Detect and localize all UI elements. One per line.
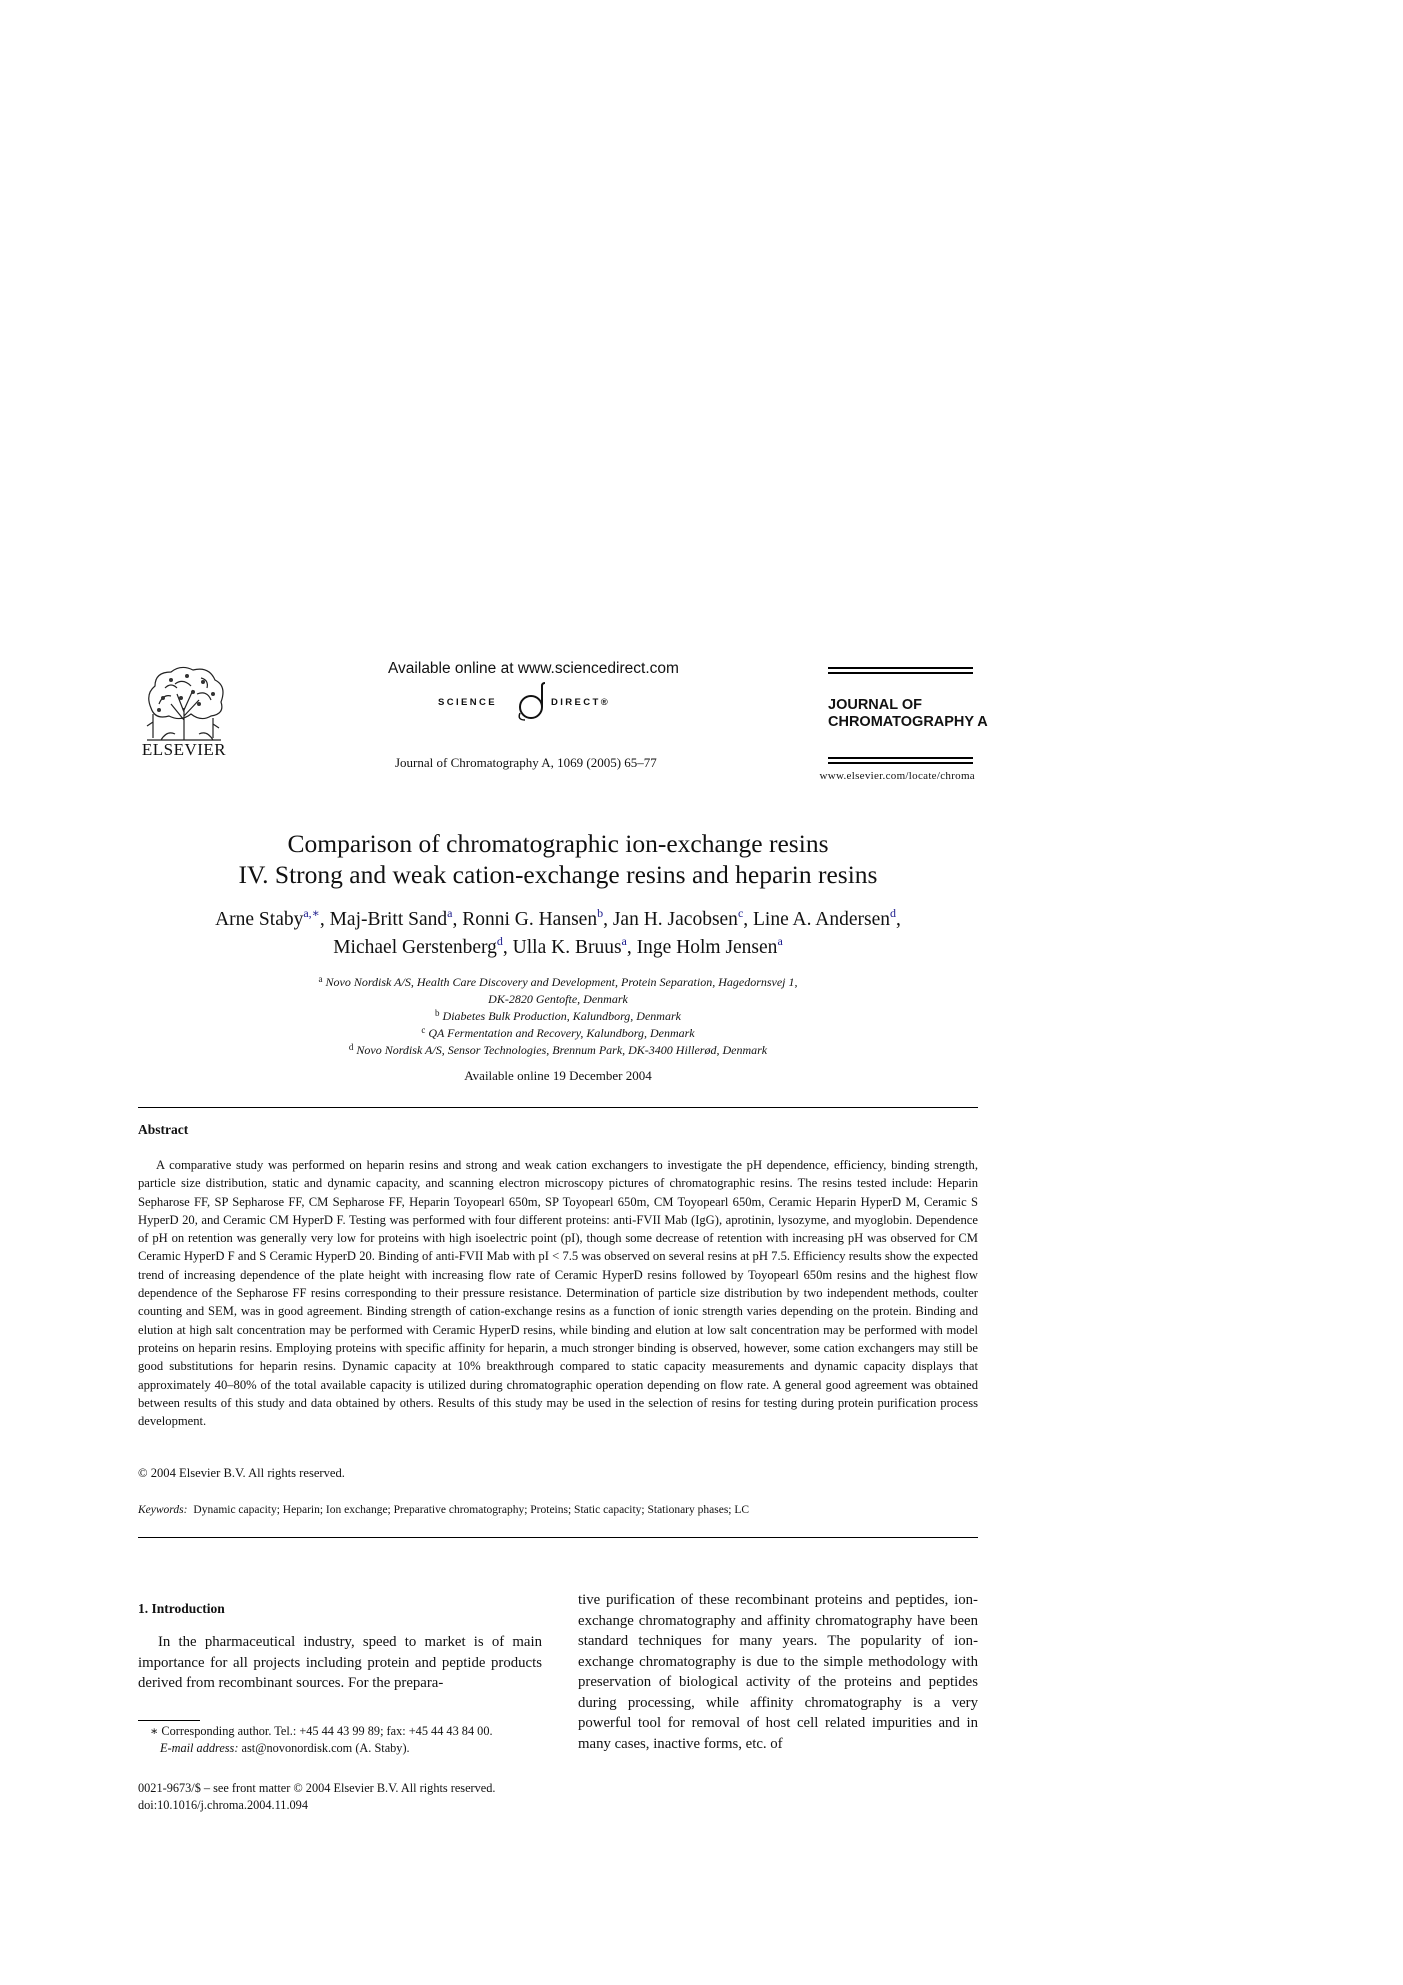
journal-rule [828,667,973,669]
author: Arne Staby$^{a,∗}$, [215,906,330,930]
affiliation: $^d$ Novo Nordisk A/S, Sensor Technologies, Brennum Park, DK-3400 Hillerød, Denmark [348,1042,768,1057]
journal-name-line1: JOURNAL OF [828,697,922,713]
intro-paragraph-col2: tive purification of these recombinant proteins and peptides, ion-exchange chromatography and affinity chromatography have been standard techniques for many years. The popularity of ion-exchange chromatography is due to the simple methodology with preservation of biological activity of the proteins and peptides during processing, while affinity chromatography is a very powerful tool for removal of host cell related impurities and in many cases, inactive forms, etc. of [578,1592,978,1752]
affiliation: $^c$ QA Fermentation and Recovery, Kalundborg, Denmark [421,1025,695,1040]
affiliations [138,974,978,1059]
journal-name-line2: CHROMATOGRAPHY A [828,714,988,730]
title-line2: IV. Strong and weak cation-exchange resins and heparin resins [238,860,878,889]
author: Ronni G. Hansen$^b$, [462,906,613,930]
divider [138,1537,978,1538]
author: Inge Holm Jensen$^a$ [636,934,783,958]
author: Michael Gerstenberg$^d$, [333,934,513,958]
journal-rule [828,757,973,759]
available-online-url[interactable]: Available online at www.sciencedirect.com [388,660,679,677]
title-line1: Comparison of chromatographic ion-exchange resins [287,829,829,858]
author-line1 [138,906,978,934]
journal-url[interactable]: www.elsevier.com/locate/chroma [819,770,975,782]
author: Ulla K. Bruus$^a$, [512,934,637,958]
footnote-rule [138,1720,200,1721]
footnote-email [160,1741,560,1756]
journal-citation: Journal of Chromatography A, 1069 (2005) 65–77 [395,755,657,770]
abstract-copyright: © 2004 Elsevier B.V. All rights reserved. [138,1466,345,1480]
sciencedirect-logo [438,682,652,724]
elsevier-logo [138,664,230,760]
section-heading: 1. Introduction [138,1601,225,1616]
journal-rule [828,762,973,764]
keywords-label: Keywords: [138,1504,188,1516]
elsevier-wordmark: ELSEVIER [141,740,227,759]
abstract-heading: Abstract [138,1122,189,1137]
sciencedirect-d-icon [515,682,549,722]
keywords [138,1504,978,1516]
available-online-date: Available online 19 December 2004 [464,1068,652,1083]
article-title [138,828,978,890]
email-label: E-mail address: [160,1741,239,1755]
author-list [138,906,978,962]
affiliation: $^a$ Novo Nordisk A/S, Health Care Discovery and Development, Protein Separation, Hagedornsvej 1, [318,974,798,989]
keywords-list: Dynamic capacity; Heparin; Ion exchange; Preparative chromatography; Proteins; Static capacity; Stationary phases; LC [193,1504,750,1516]
author: Jan H. Jacobsen$^c$, [612,906,754,930]
author: Line A. Andersen$^d$, [753,906,901,930]
journal-rule [828,672,973,674]
front-matter [138,1780,558,1814]
abstract-text: A comparative study was performed on heparin resins and strong and weak cation exchangers to investigate the pH dependence, efficiency, binding strength, particle size distribution, static and dynamic capacity, and scanning electron microscopy pictures of chromatographic resins. The resins tested include: Heparin Sepharose FF, SP Sepharose FF, CM Sepharose FF, Heparin Toyopearl 650m, SP Toyopearl 650m, CM Toyopearl 650m, Ceramic Heparin HyperD M, Ceramic S HyperD 20, and Ceramic CM HyperD F. Testing was performed with four different proteins: anti-FVII Mab (IgG), aprotinin, lysozyme, and myoglobin. Dependence of pH on retention was generally very low for proteins with high isoelectric point (pI), though some decrease of retention with increasing pH was observed for CM Ceramic HyperD F and S Ceramic HyperD 20. Binding of anti-FVII Mab with pI < 7.5 was observed on several resins at pH 7.5. Efficiency results show the expected trend of increasing dependence of the plate height with increasing flow rate of Ceramic HyperD resins followed by Toyopearl 650m resins and the highest flow dependence of the Sepharose FF resins corresponding to their pressure resistance. Determination of particle size distribution by two independent methods, coulter counting and SEM, was in good agreement. Binding strength of cation-exchange resins as a function of ionic strength varies depending on the protein. Binding and elution at high salt concentration may be performed with Ceramic HyperD resins, while binding and elution at low salt concentration may be performed with model proteins on heparin resins. Employing proteins with specific affinity for heparin, a much stronger binding is observed, however, some cation exchangers may still be good substitutions for heparin resins. Dynamic capacity at 10% breakthrough compared to static capacity measurements and dynamic capacity displays that approximately 40–80% of the total available capacity is utilized during chromatographic operation depending on flow rate. A general good agreement was obtained between results of this study and data obtained by others. Results of this study may be used in the selection of resins for testing during protein purification process development. [138,1158,978,1429]
elsevier-tree-icon [141,664,227,742]
email-address[interactable]: ast@novonordisk.com (A. Staby). [241,1741,410,1755]
divider [138,1107,978,1108]
author: Maj-Britt Sand$^a$, [329,906,463,930]
intro-paragraph-col1: In the pharmaceutical industry, speed to market is of main importance for all projects including protein and peptide products derived from recombinant sources. For the prepara- [138,1634,542,1691]
footnote-corresponding-author: ∗ Corresponding author. Tel.: +45 44 43 99 89; fax: +45 44 43 84 00. [150,1724,493,1738]
doi[interactable]: doi:10.1016/j.chroma.2004.11.094 [138,1798,308,1812]
journal-name [828,697,988,731]
sciencedirect-right-word: DIRECT® [551,697,611,708]
affiliation-continuation: DK-2820 Gentofte, Denmark [488,992,628,1006]
front-matter-line: 0021-9673/$ – see front matter © 2004 Elsevier B.V. All rights reserved. [138,1781,496,1795]
affiliation: $^b$ Diabetes Bulk Production, Kalundborg, Denmark [435,1008,681,1023]
sciencedirect-left-word: SCIENCE [438,697,498,708]
author-line2 [138,934,978,962]
